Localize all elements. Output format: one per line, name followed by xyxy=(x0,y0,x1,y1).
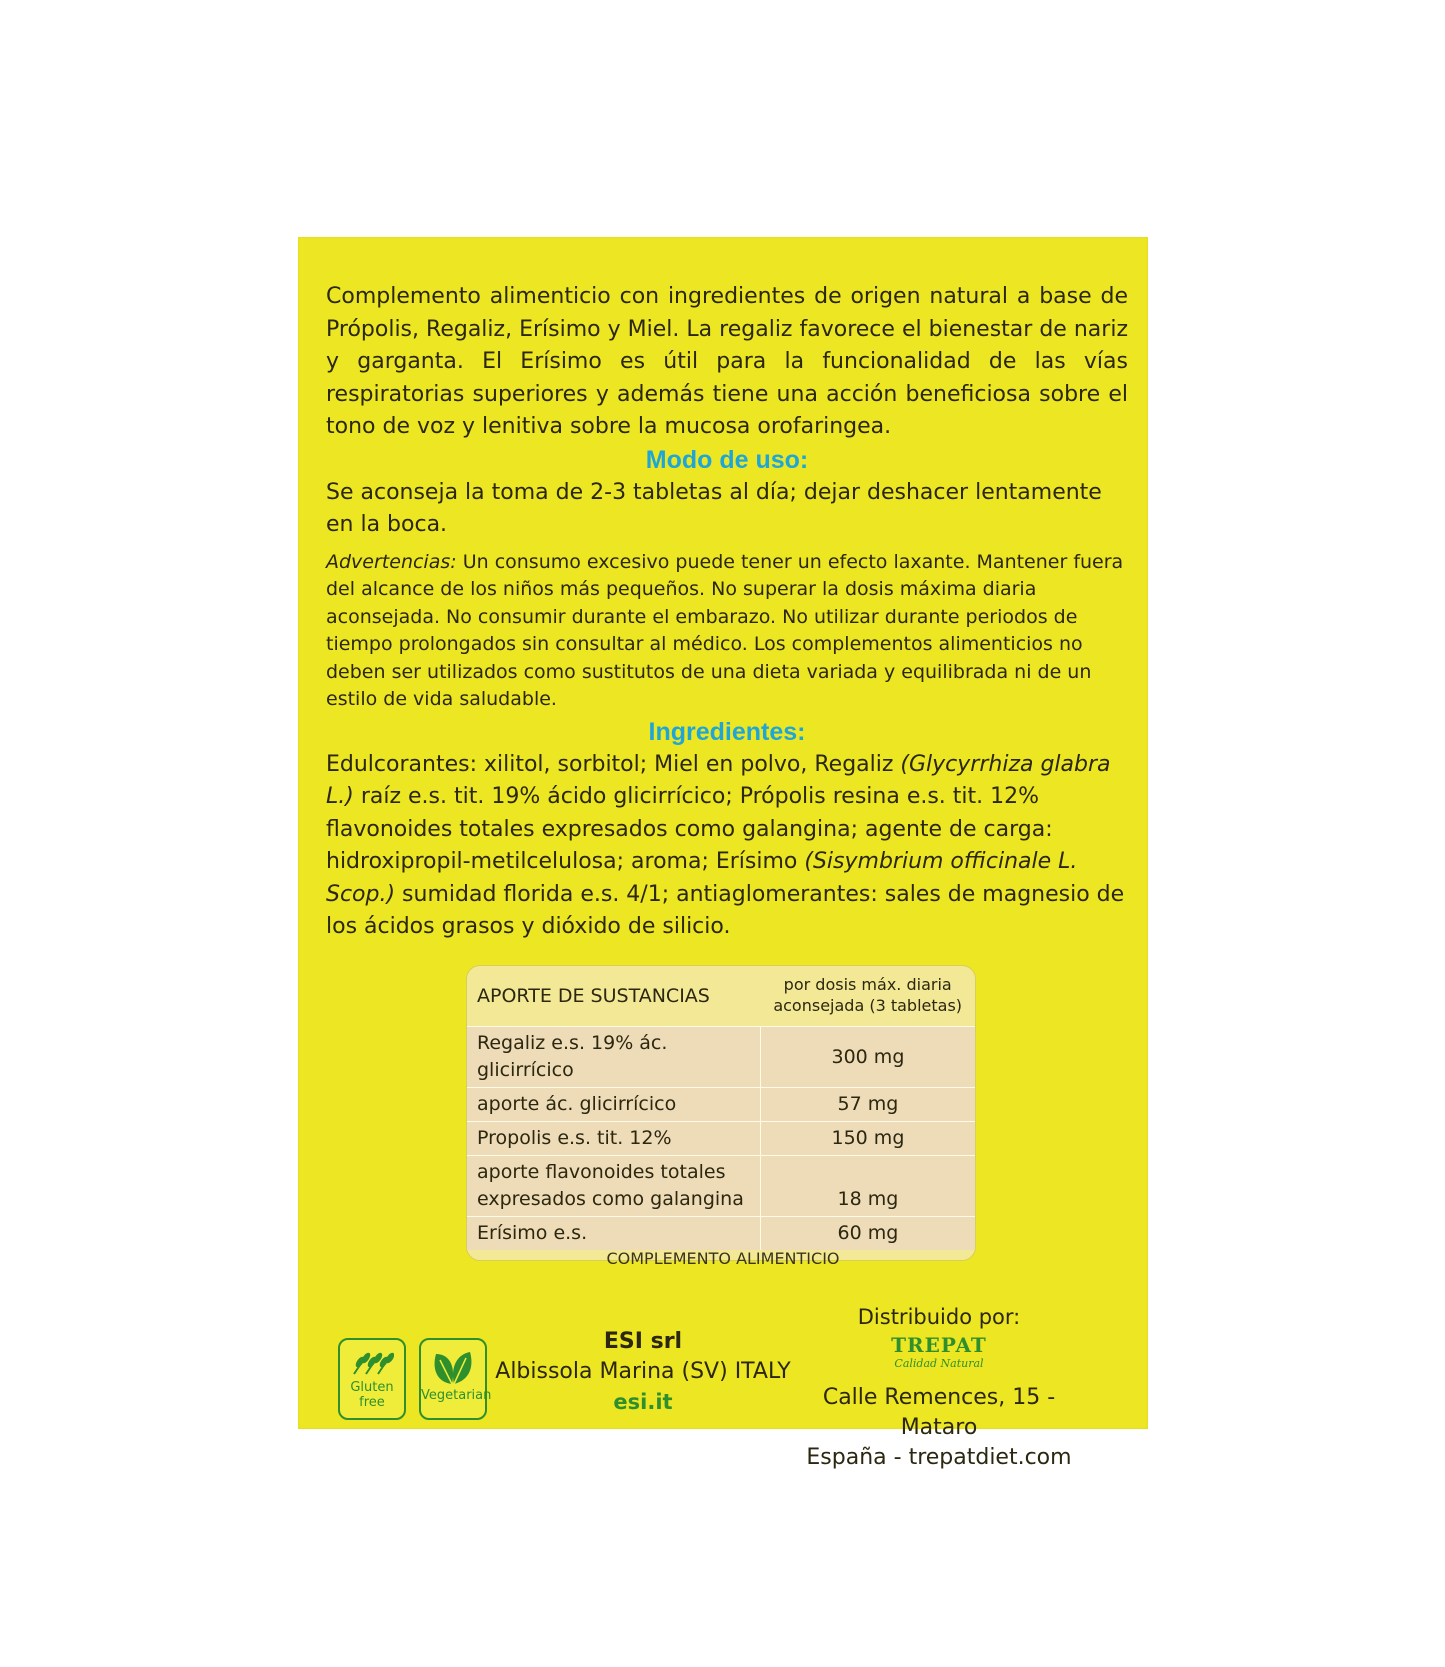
warnings-label: Advertencias: xyxy=(326,550,457,573)
product-label-panel xyxy=(298,237,1148,1470)
table-cell-value: 150 mg xyxy=(760,1122,975,1156)
trepat-logo-text: TREPAT xyxy=(891,1333,987,1357)
table-cell-value: 300 mg xyxy=(760,1027,975,1088)
table-header-dose: por dosis máx. diaria aconsejada (3 tabletas) xyxy=(773,975,963,1015)
label-content xyxy=(326,281,1128,944)
gluten-label-line2: free xyxy=(359,1395,385,1410)
vegetarian-badge xyxy=(419,1338,492,1420)
manufacturer-block xyxy=(493,1327,793,1417)
product-type-label: COMPLEMENTO ALIMENTICIO xyxy=(606,1249,840,1268)
warnings-body: Un consumo excesivo puede tener un efecto laxante. Mantener fuera del alcance de los niños más pequeños. No superar la dosis máxima diaria aconsejada. No consumir durante el embarazo. No utilizar durante periodos de tiempo prolongados sin consultar al médico. Los complementos alimenticios no deben ser utilizados como sustitutos de una dieta variada y equilibrada ni de un estilo de vida saludable. xyxy=(326,550,1124,710)
manufacturer-name: ESI srl xyxy=(603,1329,683,1354)
table-row xyxy=(467,1217,975,1251)
ingredients-part: Edulcorantes: xilitol, sorbitol; Miel en polvo, Regaliz xyxy=(326,751,901,777)
table-cell-value: 18 mg xyxy=(760,1156,975,1217)
nutrition-table xyxy=(467,972,975,1250)
usage-heading: Modo de uso: xyxy=(645,445,809,474)
distributor-label: Distribuido por: xyxy=(857,1305,1021,1329)
manufacturer-address: Albissola Marina (SV) ITALY xyxy=(495,1359,791,1384)
distributor-country-web[interactable]: España - trepatdiet.com xyxy=(806,1445,1072,1470)
distributor-block xyxy=(784,1303,1094,1473)
table-cell-name: aporte ác. glicirrícico xyxy=(477,1093,677,1115)
leaf-icon xyxy=(430,1348,476,1386)
usage-text: Se aconseja la toma de 2-3 tabletas al día; dejar deshacer lentamente en la boca. xyxy=(326,479,1102,537)
distributor-address: Calle Remences, 15 - Mataro xyxy=(822,1385,1056,1440)
ingredients-part: sumidad florida e.s. 4/1; antiaglomerantes: sales de magnesio de los ácidos grasos y dióxido de silicio. xyxy=(326,881,1125,939)
manufacturer-website[interactable]: esi.it xyxy=(613,1390,673,1414)
table-header-substances: APORTE DE SUSTANCIAS xyxy=(477,985,710,1007)
table-row xyxy=(467,1156,975,1217)
table-row xyxy=(467,1027,975,1088)
vegetarian-label: Vegetarian xyxy=(421,1388,492,1403)
ingredients-latin-name: (Sisymbrium officinale L. Scop.) xyxy=(326,849,1078,907)
table-header-row xyxy=(467,972,975,1027)
table-row xyxy=(467,1122,975,1156)
ingredients-text xyxy=(326,749,1128,944)
ingredients-part: raíz e.s. tit. 19% ácido glicirrícico; Própolis resina e.s. tit. 12% flavonoides totales expresados como galangina; agente de carga: hidroxipropil-metilcelulosa; aroma; Erísimo xyxy=(326,784,1053,874)
table-cell-name: Regaliz e.s. 19% ác. glicirrícico xyxy=(477,1032,668,1081)
table-cell-value: 60 mg xyxy=(760,1217,975,1251)
table-row xyxy=(467,1088,975,1122)
product-description: Complemento alimenticio con ingredientes de origen natural a base de Própolis, Regaliz, Erísimo y Miel. La regaliz favorece el bienestar de nariz y garganta. El Erísimo es útil para la funcionalidad de las vías respiratorias superiores y además tiene una acción beneficiosa sobre el tono de voz y lenitiva sobre la mucosa orofaringea. xyxy=(326,284,1128,439)
gluten-label-line1: Gluten xyxy=(350,1380,394,1395)
wheat-icon xyxy=(350,1348,394,1378)
table-cell-name: aporte flavonoides totales expresados como galangina xyxy=(477,1161,744,1210)
trepat-logo-tagline: Calidad Natural xyxy=(894,1357,984,1370)
warnings-text xyxy=(326,549,1128,714)
table-cell-name: Propolis e.s. tit. 12% xyxy=(477,1127,672,1149)
table-cell-value: 57 mg xyxy=(760,1088,975,1122)
trepat-logo xyxy=(784,1331,1094,1383)
table-cell-name: Erísimo e.s. xyxy=(477,1222,588,1244)
ingredients-latin-name: (Glycyrrhiza glabra L.) xyxy=(326,751,1111,809)
gluten-free-badge xyxy=(338,1338,406,1420)
nutrition-table-container xyxy=(466,965,976,1261)
ingredients-heading: Ingredientes: xyxy=(648,717,806,746)
